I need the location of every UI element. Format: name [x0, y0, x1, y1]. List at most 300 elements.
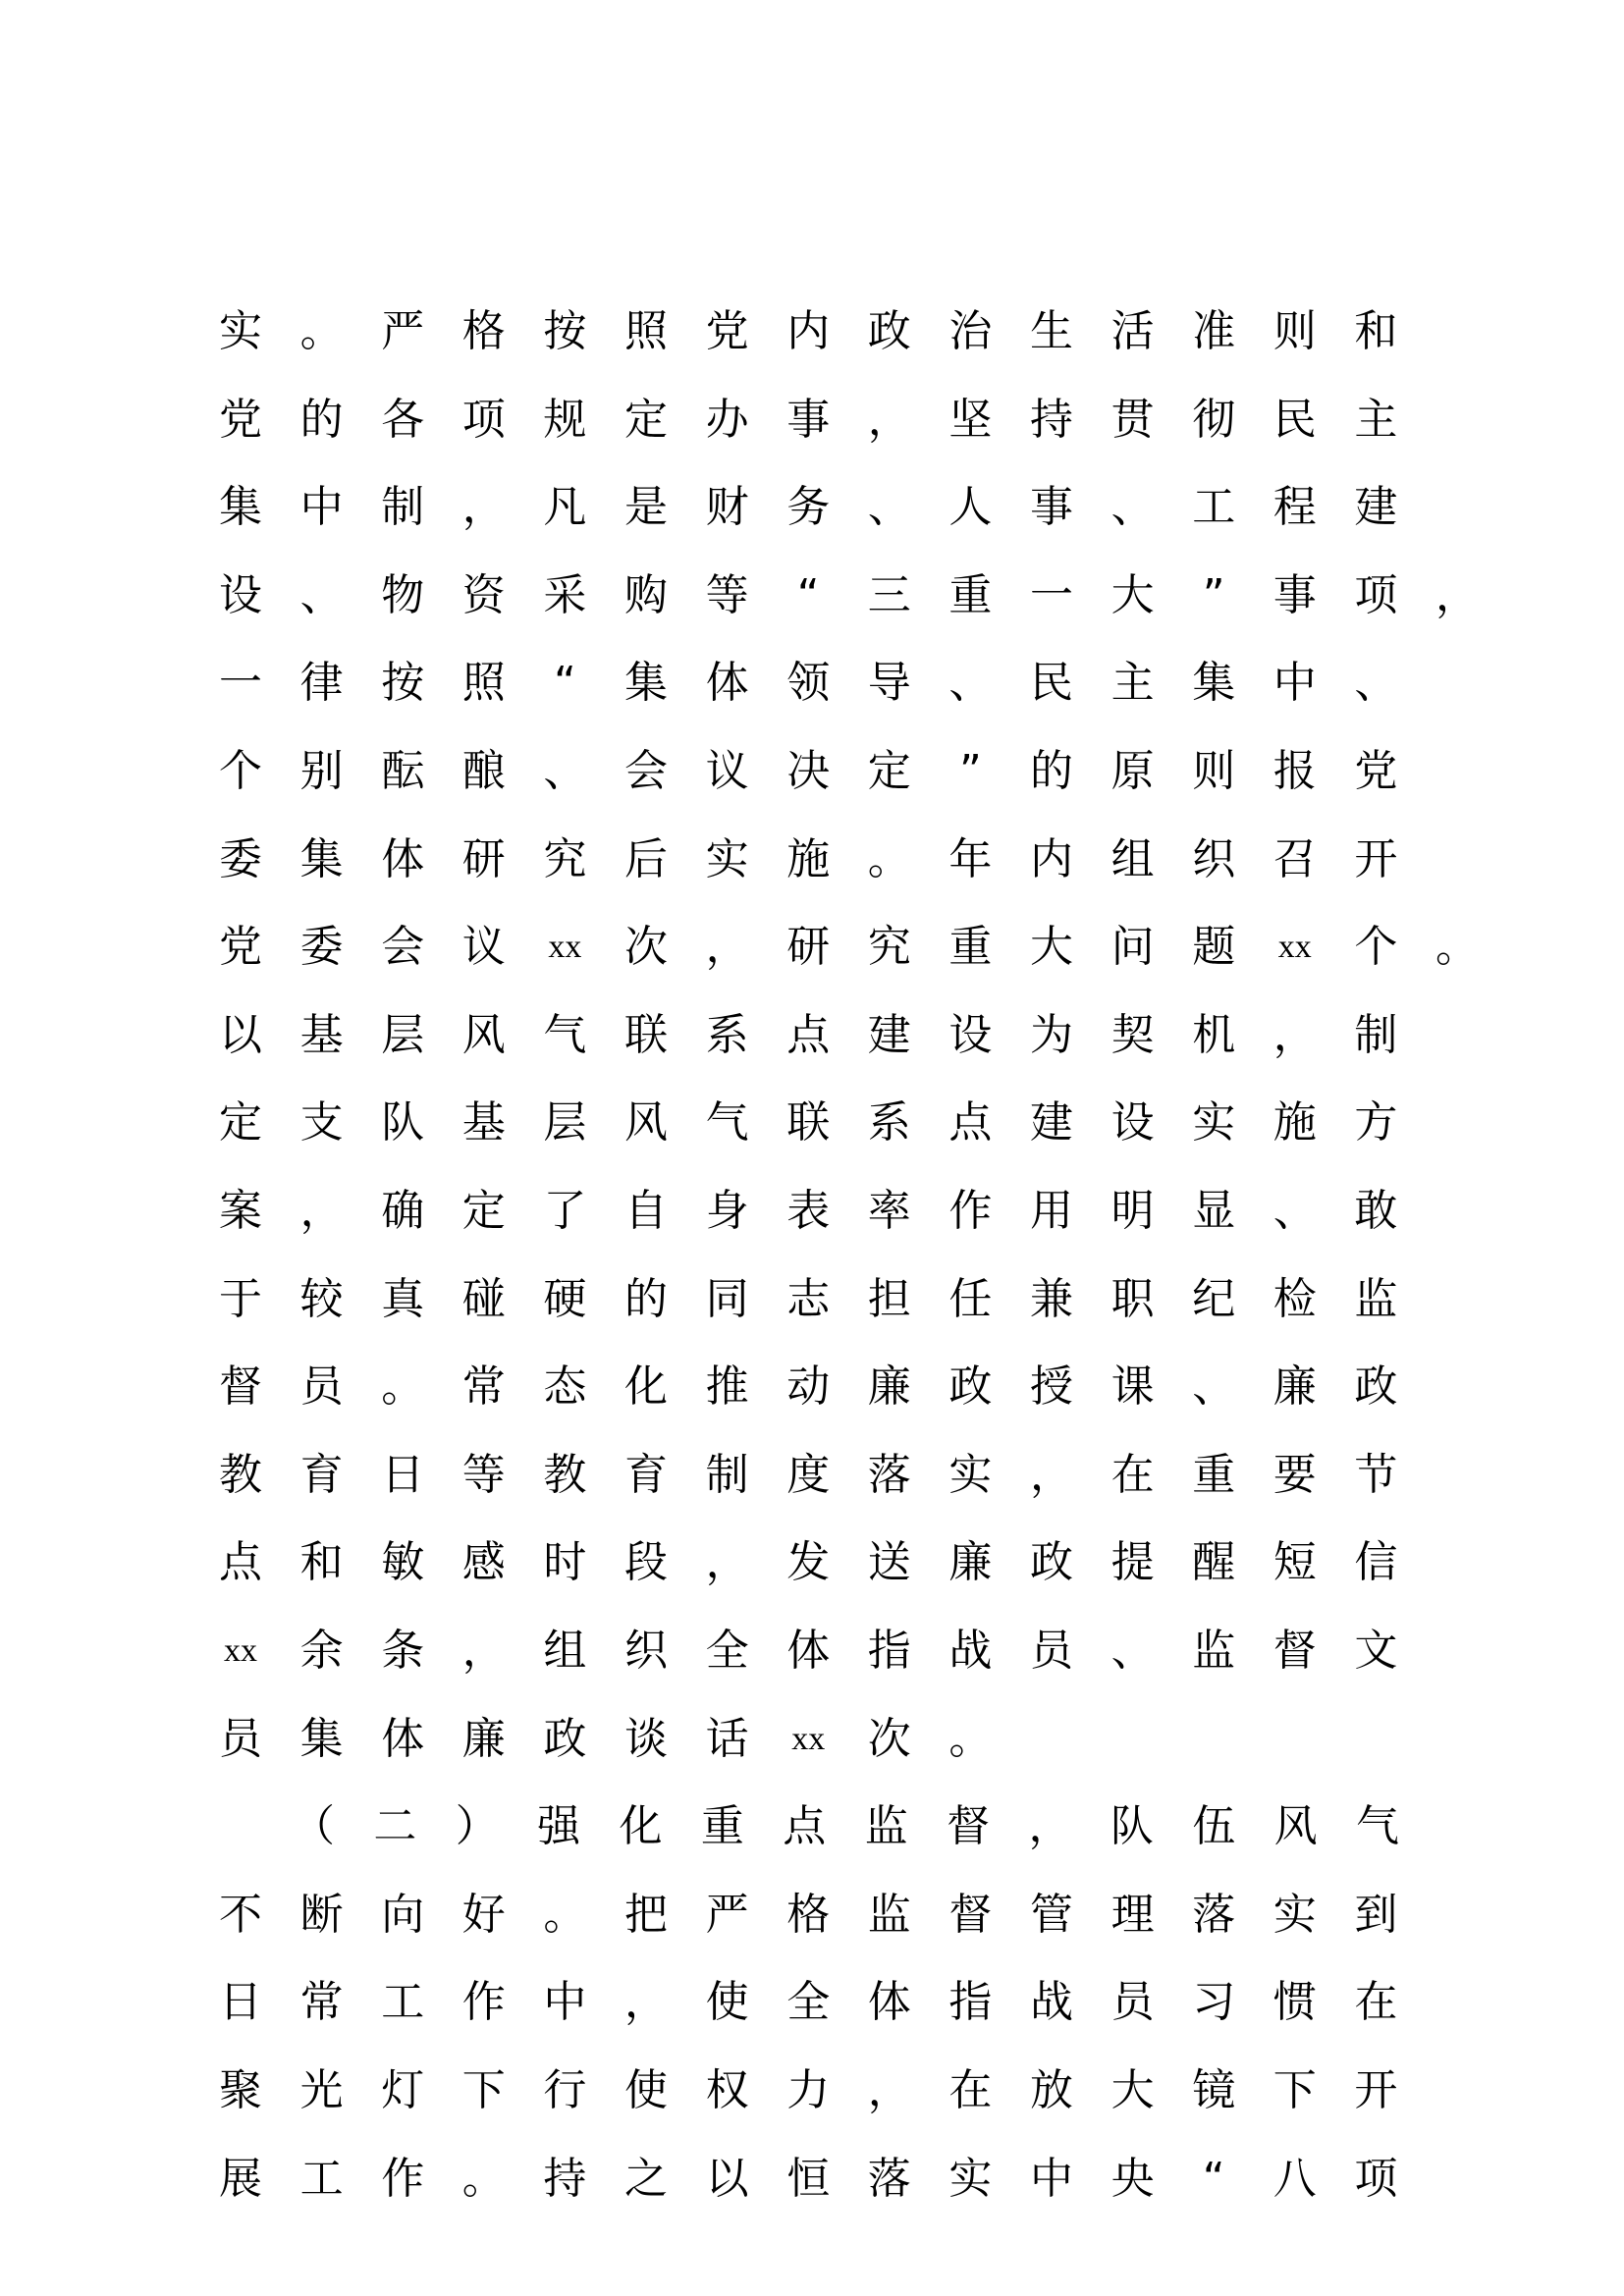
- glyph: 。: [543, 1889, 587, 1940]
- glyph: 严: [381, 306, 425, 356]
- glyph: ，: [624, 1977, 668, 2028]
- glyph: 风: [461, 1009, 506, 1060]
- glyph: ，: [299, 1186, 344, 1236]
- glyph: 化: [624, 1362, 668, 1413]
- glyph: 定: [219, 1097, 262, 1148]
- glyph: 凡: [543, 482, 587, 533]
- glyph: 断: [299, 1889, 344, 1940]
- glyph: 使: [624, 2065, 668, 2115]
- glyph: 格: [786, 1889, 831, 1940]
- glyph: 研: [461, 833, 506, 884]
- glyph: 监: [864, 1801, 908, 1852]
- glyph: 项: [1354, 569, 1398, 620]
- glyph: 督: [947, 1801, 991, 1852]
- glyph: 个: [219, 746, 262, 796]
- glyph: 联: [624, 1009, 668, 1060]
- glyph: 率: [867, 1186, 911, 1236]
- glyph: 酿: [461, 746, 506, 796]
- glyph: 态: [543, 1362, 587, 1413]
- glyph: 大: [1030, 922, 1073, 973]
- glyph: 落: [867, 2153, 911, 2204]
- glyph: 会: [381, 922, 425, 973]
- glyph: 督: [948, 1889, 993, 1940]
- glyph: ”: [958, 746, 982, 796]
- glyph: 等: [705, 569, 749, 620]
- glyph: ，: [705, 922, 749, 973]
- glyph: 以: [219, 1009, 262, 1060]
- glyph: 建: [1354, 482, 1398, 533]
- glyph: 授: [1030, 1362, 1073, 1413]
- glyph: 一: [219, 658, 262, 709]
- glyph: 强: [537, 1801, 581, 1852]
- glyph: 。: [867, 833, 911, 884]
- glyph: 照: [624, 306, 668, 356]
- glyph: 会: [624, 746, 668, 796]
- glyph: 政: [1354, 1362, 1398, 1413]
- glyph: 律: [299, 658, 344, 709]
- glyph: ，: [1030, 1449, 1073, 1500]
- glyph: 廉: [1272, 1362, 1317, 1413]
- glyph: 明: [1110, 1186, 1155, 1236]
- glyph: xx: [1277, 929, 1312, 966]
- glyph: 政: [867, 306, 911, 356]
- glyph: 内: [786, 306, 831, 356]
- glyph: 、: [1192, 1362, 1236, 1413]
- glyph: 习: [1192, 1977, 1236, 2028]
- glyph: 集: [299, 1713, 344, 1764]
- glyph: “: [553, 658, 576, 709]
- glyph: 基: [299, 1009, 344, 1060]
- glyph: 管: [1030, 1889, 1073, 1940]
- glyph: 内: [1030, 833, 1073, 884]
- glyph: 的: [624, 1273, 668, 1324]
- glyph: ，: [867, 394, 911, 445]
- glyph: 镜: [1192, 2065, 1236, 2115]
- glyph: 格: [461, 306, 506, 356]
- glyph: 设: [219, 569, 262, 620]
- glyph: 同: [705, 1273, 749, 1324]
- glyph: 点: [783, 1801, 827, 1852]
- glyph: ”: [1202, 569, 1225, 620]
- glyph: ，: [1272, 1009, 1317, 1060]
- glyph: 基: [461, 1097, 506, 1148]
- glyph: 资: [461, 569, 506, 620]
- glyph: 次: [624, 922, 668, 973]
- glyph: 时: [543, 1537, 587, 1588]
- glyph: 设: [1110, 1097, 1155, 1148]
- glyph: 物: [381, 569, 425, 620]
- glyph: 把: [624, 1889, 668, 1940]
- glyph: 节: [1354, 1449, 1398, 1500]
- glyph: 活: [1110, 306, 1155, 356]
- glyph: 央: [1110, 2153, 1155, 2204]
- glyph: 员: [219, 1713, 262, 1764]
- glyph: 后: [624, 833, 668, 884]
- glyph: 三: [867, 569, 911, 620]
- glyph: 员: [299, 1362, 344, 1413]
- glyph: 纪: [1192, 1273, 1236, 1324]
- glyph: 指: [867, 1626, 911, 1676]
- glyph: 彻: [1192, 394, 1236, 445]
- glyph: 等: [461, 1449, 506, 1500]
- glyph: 程: [1272, 482, 1317, 533]
- glyph: 条: [381, 1626, 425, 1676]
- glyph: 自: [624, 1186, 668, 1236]
- glyph: 重: [948, 922, 993, 973]
- glyph: 各: [381, 394, 425, 445]
- glyph: 到: [1354, 1889, 1398, 1940]
- glyph: 委: [219, 833, 262, 884]
- glyph: 题: [1192, 922, 1236, 973]
- glyph: 之: [624, 2153, 668, 2204]
- glyph: 事: [1272, 569, 1317, 620]
- glyph: 集: [1192, 658, 1236, 709]
- glyph: 育: [624, 1449, 668, 1500]
- glyph: 建: [1030, 1097, 1073, 1148]
- glyph: 廉: [867, 1362, 911, 1413]
- glyph: 案: [219, 1186, 262, 1236]
- glyph: 实: [1272, 1889, 1317, 1940]
- glyph: 不: [219, 1889, 262, 1940]
- glyph: 定: [867, 746, 911, 796]
- glyph: 话: [705, 1713, 749, 1764]
- glyph: 贯: [1110, 394, 1155, 445]
- glyph: 硬: [543, 1273, 587, 1324]
- glyph: 集: [624, 658, 668, 709]
- glyph: 和: [299, 1537, 344, 1588]
- glyph: 作: [461, 1977, 506, 2028]
- glyph: 制: [381, 482, 425, 533]
- glyph: 廉: [948, 1537, 993, 1588]
- glyph: 委: [299, 922, 344, 973]
- glyph: 点: [786, 1009, 831, 1060]
- glyph: 政: [948, 1362, 993, 1413]
- glyph: 建: [867, 1009, 911, 1060]
- glyph: 全: [786, 1977, 831, 2028]
- glyph: 文: [1354, 1626, 1398, 1676]
- glyph: 采: [543, 569, 587, 620]
- glyph: 聚: [219, 2065, 262, 2115]
- glyph: ）: [455, 1801, 499, 1852]
- glyph: 敏: [381, 1537, 425, 1588]
- glyph: 。: [299, 306, 344, 356]
- glyph: 育: [299, 1449, 344, 1500]
- glyph: 施: [786, 833, 831, 884]
- glyph: 定: [461, 1186, 506, 1236]
- glyph: 持: [1030, 394, 1073, 445]
- glyph: 党: [219, 394, 262, 445]
- glyph: 真: [381, 1273, 425, 1324]
- glyph: 课: [1110, 1362, 1155, 1413]
- glyph: 送: [867, 1537, 911, 1588]
- glyph: 化: [619, 1801, 663, 1852]
- glyph: 好: [461, 1889, 506, 1940]
- glyph: 发: [786, 1537, 831, 1588]
- glyph: ，: [1435, 569, 1479, 620]
- glyph: 支: [299, 1097, 344, 1148]
- glyph: 体: [867, 1977, 911, 2028]
- glyph: 伍: [1192, 1801, 1236, 1852]
- glyph: 体: [381, 833, 425, 884]
- glyph: 、: [867, 482, 911, 533]
- glyph: 次: [867, 1713, 911, 1764]
- glyph: 体: [705, 658, 749, 709]
- glyph: 决: [786, 746, 831, 796]
- glyph: 度: [786, 1449, 831, 1500]
- glyph: 组: [1110, 833, 1155, 884]
- glyph: 担: [867, 1273, 911, 1324]
- glyph: 究: [543, 833, 587, 884]
- glyph: 、: [1110, 482, 1155, 533]
- glyph: 年: [948, 833, 993, 884]
- glyph: 感: [461, 1537, 506, 1588]
- glyph: 志: [786, 1273, 831, 1324]
- glyph: 机: [1192, 1009, 1236, 1060]
- glyph: 力: [786, 2065, 831, 2115]
- glyph: 展: [219, 2153, 262, 2204]
- glyph: 实: [1192, 1097, 1236, 1148]
- glyph: 党: [705, 306, 749, 356]
- glyph: 和: [1354, 306, 1398, 356]
- glyph: 层: [381, 1009, 425, 1060]
- glyph: 碰: [461, 1273, 506, 1324]
- section-heading: [291, 1797, 1400, 1856]
- glyph: 人: [948, 482, 993, 533]
- glyph: 民: [1030, 658, 1073, 709]
- glyph: （: [292, 1801, 335, 1852]
- glyph: 一: [1030, 569, 1073, 620]
- glyph: 系: [705, 1009, 749, 1060]
- glyph: 放: [1030, 2065, 1073, 2115]
- glyph: 财: [705, 482, 749, 533]
- glyph: 事: [1030, 482, 1073, 533]
- glyph: 。: [1435, 922, 1479, 973]
- glyph: 余: [299, 1626, 344, 1676]
- glyph: 要: [1272, 1449, 1317, 1500]
- glyph: 联: [786, 1097, 831, 1148]
- glyph: 提: [1110, 1537, 1155, 1588]
- glyph: 集: [219, 482, 262, 533]
- glyph: 组: [543, 1626, 587, 1676]
- glyph: 作: [948, 1186, 993, 1236]
- glyph: 规: [543, 394, 587, 445]
- glyph: 、: [1354, 658, 1398, 709]
- glyph: 在: [948, 2065, 993, 2115]
- glyph: 为: [1030, 1009, 1073, 1060]
- glyph: 八: [1272, 2153, 1317, 2204]
- glyph: 施: [1272, 1097, 1317, 1148]
- glyph: 落: [867, 1449, 911, 1500]
- glyph: xx: [224, 1632, 257, 1669]
- glyph: “: [796, 569, 820, 620]
- glyph: 了: [543, 1186, 587, 1236]
- glyph: 以: [705, 2153, 749, 2204]
- glyph: 职: [1110, 1273, 1155, 1324]
- glyph: 日: [381, 1449, 425, 1500]
- glyph: 战: [948, 1626, 993, 1676]
- glyph: 酝: [381, 746, 425, 796]
- glyph: 党: [1354, 746, 1398, 796]
- glyph: 重: [700, 1801, 744, 1852]
- glyph: 身: [705, 1186, 749, 1236]
- glyph: 风: [1273, 1801, 1318, 1852]
- glyph: 按: [381, 658, 425, 709]
- glyph: 重: [1192, 1449, 1236, 1500]
- glyph: 醒: [1192, 1537, 1236, 1588]
- glyph: 教: [219, 1449, 262, 1500]
- glyph: 坚: [948, 394, 993, 445]
- glyph: 织: [1192, 833, 1236, 884]
- glyph: 用: [1030, 1186, 1073, 1236]
- glyph: 。: [948, 1713, 993, 1764]
- glyph: 开: [1354, 833, 1398, 884]
- glyph: 、: [299, 569, 344, 620]
- glyph: 员: [1110, 1977, 1155, 2028]
- glyph: 、: [948, 658, 993, 709]
- glyph: 敢: [1354, 1186, 1398, 1236]
- glyph: 工: [381, 1977, 425, 2028]
- glyph: 。: [381, 1362, 425, 1413]
- glyph: 大: [1110, 2065, 1155, 2115]
- glyph: 气: [705, 1097, 749, 1148]
- glyph: 气: [543, 1009, 587, 1060]
- glyph: 个: [1354, 922, 1398, 973]
- glyph: 使: [705, 1977, 749, 2028]
- glyph: 中: [299, 482, 344, 533]
- glyph: 民: [1272, 394, 1317, 445]
- glyph: 项: [1354, 2153, 1398, 2204]
- glyph: 定: [624, 394, 668, 445]
- glyph: 队: [1110, 1801, 1154, 1852]
- glyph: 实: [948, 1449, 993, 1500]
- glyph: 主: [1110, 658, 1155, 709]
- glyph: 监: [1354, 1273, 1398, 1324]
- glyph: 在: [1110, 1449, 1155, 1500]
- glyph: 生: [1030, 306, 1073, 356]
- glyph: 。: [461, 2153, 506, 2204]
- glyph: 体: [786, 1626, 831, 1676]
- glyph: 制: [705, 1449, 749, 1500]
- glyph: 原: [1110, 746, 1155, 796]
- glyph: 领: [786, 658, 831, 709]
- glyph: 主: [1354, 394, 1398, 445]
- glyph: 灯: [381, 2065, 425, 2115]
- glyph: 表: [786, 1186, 831, 1236]
- glyph: xx: [791, 1720, 826, 1757]
- glyph: 确: [381, 1186, 425, 1236]
- glyph: 开: [1354, 2065, 1398, 2115]
- glyph: 是: [624, 482, 668, 533]
- glyph: 设: [948, 1009, 993, 1060]
- glyph: 点: [219, 1537, 262, 1588]
- glyph: 办: [705, 394, 749, 445]
- glyph: 点: [948, 1097, 993, 1148]
- glyph: 政: [1030, 1537, 1073, 1588]
- glyph: 段: [624, 1537, 668, 1588]
- glyph: 指: [948, 1977, 993, 2028]
- glyph: 落: [1192, 1889, 1236, 1940]
- glyph: 员: [1030, 1626, 1073, 1676]
- glyph: 风: [624, 1097, 668, 1148]
- glyph: ，: [705, 1537, 749, 1588]
- glyph: 事: [786, 394, 831, 445]
- glyph: 织: [624, 1626, 668, 1676]
- glyph: 、: [1110, 1626, 1155, 1676]
- glyph: 气: [1356, 1801, 1399, 1852]
- glyph: 显: [1192, 1186, 1236, 1236]
- glyph: 、: [543, 746, 587, 796]
- glyph: 政: [543, 1713, 587, 1764]
- glyph: 检: [1272, 1273, 1317, 1324]
- glyph: 党: [219, 922, 262, 973]
- glyph: ，: [1028, 1801, 1072, 1852]
- glyph: 兼: [1030, 1273, 1073, 1324]
- glyph: 较: [299, 1273, 344, 1324]
- glyph: 问: [1110, 922, 1155, 973]
- glyph: 理: [1110, 1889, 1155, 1940]
- glyph: 议: [705, 746, 749, 796]
- glyph: ，: [461, 482, 506, 533]
- glyph: 行: [543, 2065, 587, 2115]
- glyph: 严: [705, 1889, 749, 1940]
- glyph: 于: [219, 1273, 262, 1324]
- glyph: 信: [1354, 1537, 1398, 1588]
- glyph: 体: [381, 1713, 425, 1764]
- glyph: 二: [373, 1801, 417, 1852]
- glyph: 导: [867, 658, 911, 709]
- glyph: 系: [867, 1097, 911, 1148]
- glyph: 督: [219, 1362, 262, 1413]
- glyph: 重: [948, 569, 993, 620]
- glyph: 方: [1354, 1097, 1398, 1148]
- glyph: 、: [1272, 1186, 1317, 1236]
- glyph: “: [1202, 2153, 1225, 2204]
- glyph: 实: [219, 306, 262, 356]
- glyph: 集: [299, 833, 344, 884]
- glyph: 实: [948, 2153, 993, 2204]
- glyph: 工: [299, 2153, 344, 2204]
- glyph: 持: [543, 2153, 587, 2204]
- glyph: 在: [1354, 1977, 1398, 2028]
- glyph: 的: [1030, 746, 1073, 796]
- glyph: 议: [461, 922, 506, 973]
- glyph: 常: [299, 1977, 344, 2028]
- glyph: 工: [1192, 482, 1236, 533]
- glyph: 制: [1354, 1009, 1398, 1060]
- glyph: 监: [867, 1889, 911, 1940]
- glyph: 中: [1272, 658, 1317, 709]
- glyph: 则: [1272, 306, 1317, 356]
- glyph: 权: [705, 2065, 749, 2115]
- glyph: 队: [381, 1097, 425, 1148]
- glyph: 常: [461, 1362, 506, 1413]
- glyph: 监: [1192, 1626, 1236, 1676]
- glyph: 廉: [461, 1713, 506, 1764]
- glyph: 务: [786, 482, 831, 533]
- glyph: 按: [543, 306, 587, 356]
- glyph: 契: [1110, 1009, 1155, 1060]
- glyph: 恒: [786, 2153, 831, 2204]
- glyph: 教: [543, 1449, 587, 1500]
- glyph: 动: [786, 1362, 831, 1413]
- glyph: 实: [705, 833, 749, 884]
- glyph: 惯: [1272, 1977, 1317, 2028]
- glyph: 光: [299, 2065, 344, 2115]
- glyph: 日: [219, 1977, 262, 2028]
- glyph: 推: [705, 1362, 749, 1413]
- glyph: 准: [1192, 306, 1236, 356]
- glyph: 报: [1272, 746, 1317, 796]
